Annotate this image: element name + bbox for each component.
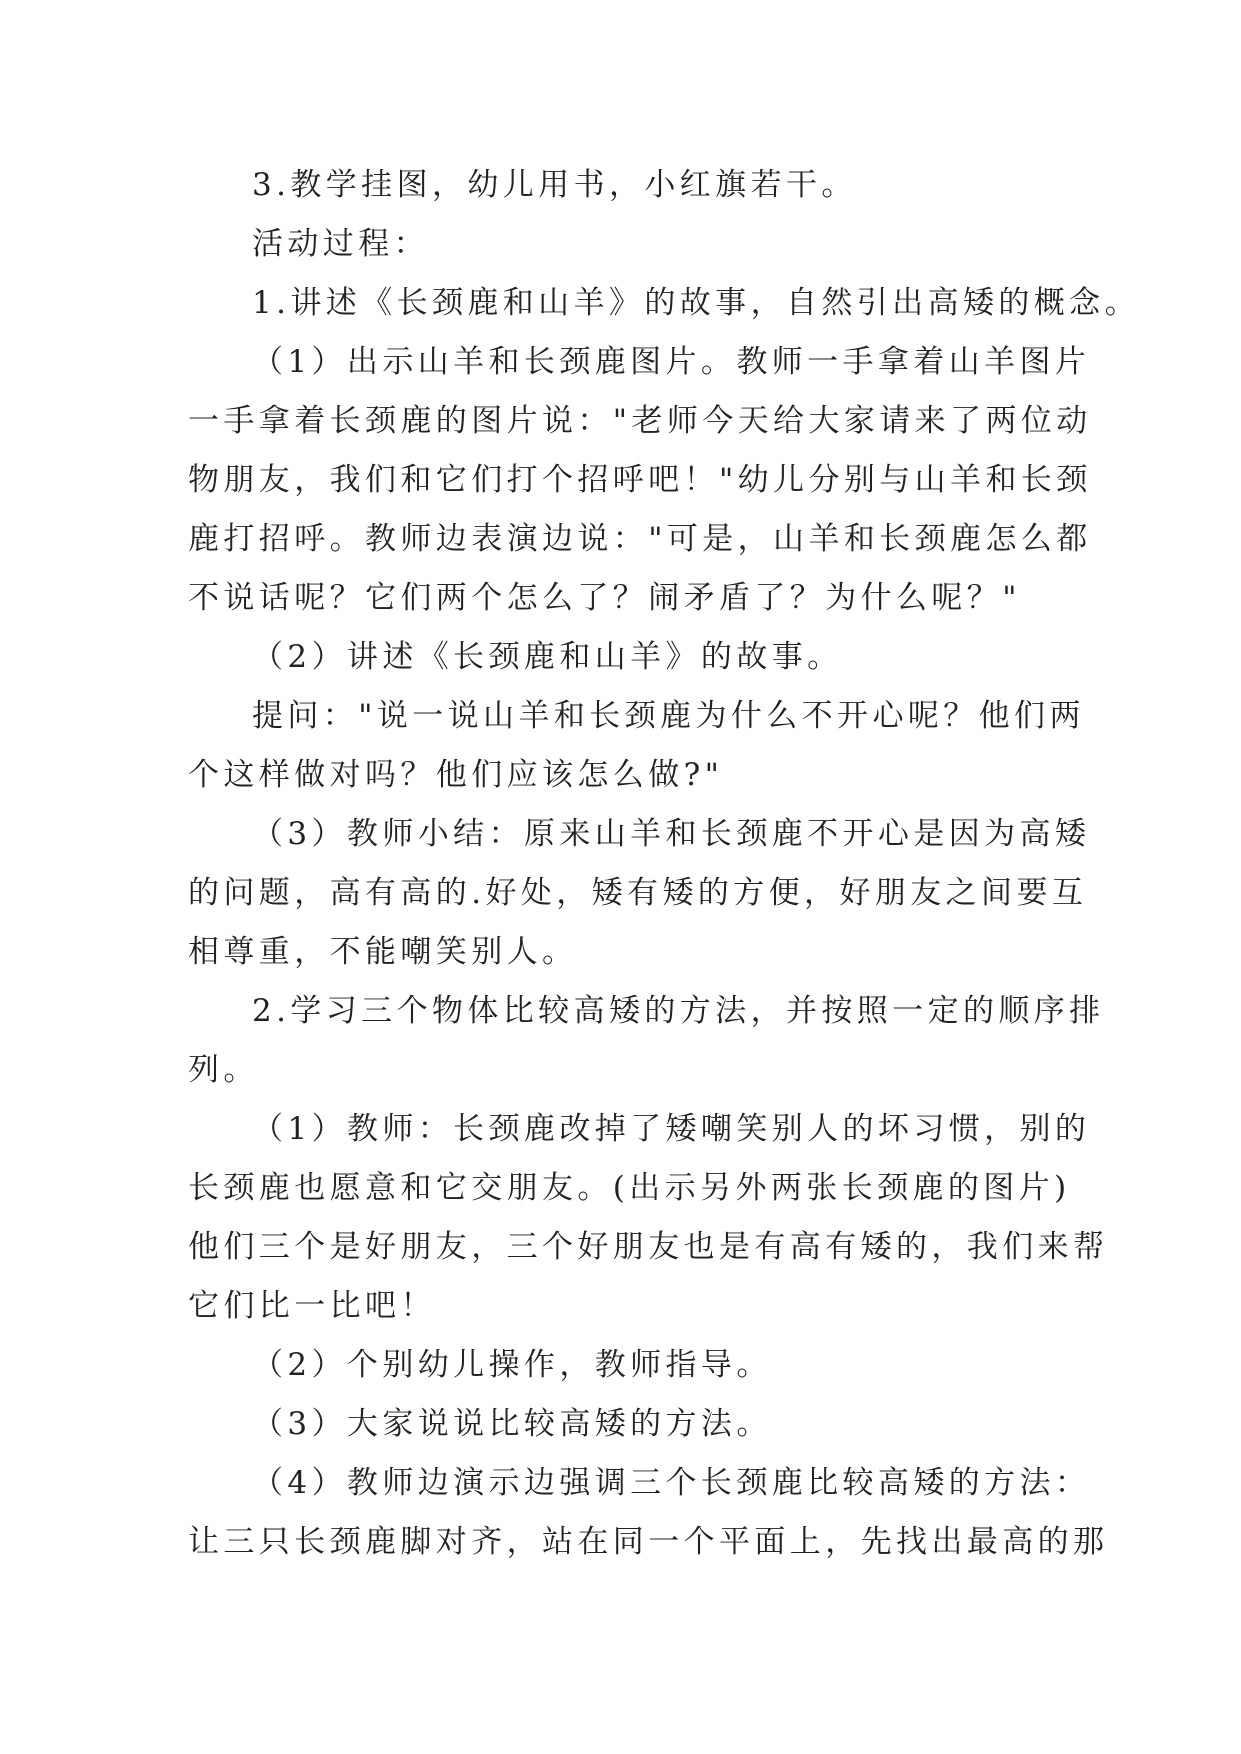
- text-line: （3）教师小结：原来山羊和长颈鹿不开心是因为高矮: [252, 816, 1091, 852]
- text-line: 不说话呢？它们两个怎么了？闹矛盾了？为什么呢？": [188, 580, 1021, 616]
- text-line: 一手拿着长颈鹿的图片说："老师今天给大家请来了两位动: [188, 403, 1092, 439]
- text-line: 他们三个是好朋友，三个好朋友也是有高有矮的，我们来帮: [188, 1229, 1109, 1265]
- text-line: 1.讲述《长颈鹿和山羊》的故事，自然引出高矮的概念。: [252, 285, 1140, 321]
- text-line: 活动过程：: [252, 226, 429, 262]
- text-line: 3.教学挂图，幼儿用书，小红旗若干。: [252, 167, 857, 203]
- text-line: （1）教师：长颈鹿改掉了矮嘲笑别人的坏习惯，别的: [252, 1111, 1091, 1147]
- text-line: 个这样做对吗？他们应该怎么做?": [188, 757, 724, 793]
- text-line: 鹿打招呼。教师边表演边说："可是，山羊和长颈鹿怎么都: [188, 521, 1092, 557]
- text-line: 让三只长颈鹿脚对齐，站在同一个平面上，先找出最高的那: [188, 1524, 1109, 1560]
- text-line: （2）个别幼儿操作，教师指导。: [252, 1347, 772, 1383]
- text-line: 它们比一比吧！: [188, 1288, 436, 1324]
- text-line: （3）大家说说比较高矮的方法。: [252, 1406, 772, 1442]
- text-line: （1）出示山羊和长颈鹿图片。教师一手拿着山羊图片: [252, 344, 1091, 380]
- text-line: 长颈鹿也愿意和它交朋友。(出示另外两张长颈鹿的图片): [188, 1170, 1071, 1206]
- text-line: （4）教师边演示边强调三个长颈鹿比较高矮的方法：: [252, 1465, 1091, 1501]
- text-line: 物朋友，我们和它们打个招呼吧！"幼儿分别与山羊和长颈: [188, 462, 1092, 498]
- text-line: 提问："说一说山羊和长颈鹿为什么不开心呢？他们两: [252, 698, 1085, 734]
- text-line: 2.学习三个物体比较高矮的方法，并按照一定的顺序排: [252, 993, 1105, 1029]
- text-line: 的问题，高有高的.好处，矮有矮的方便，好朋友之间要互: [188, 875, 1088, 911]
- text-line: 列。: [188, 1052, 259, 1088]
- text-line: 相尊重，不能嘲笑别人。: [188, 934, 578, 970]
- text-line: （2）讲述《长颈鹿和山羊》的故事。: [252, 639, 843, 675]
